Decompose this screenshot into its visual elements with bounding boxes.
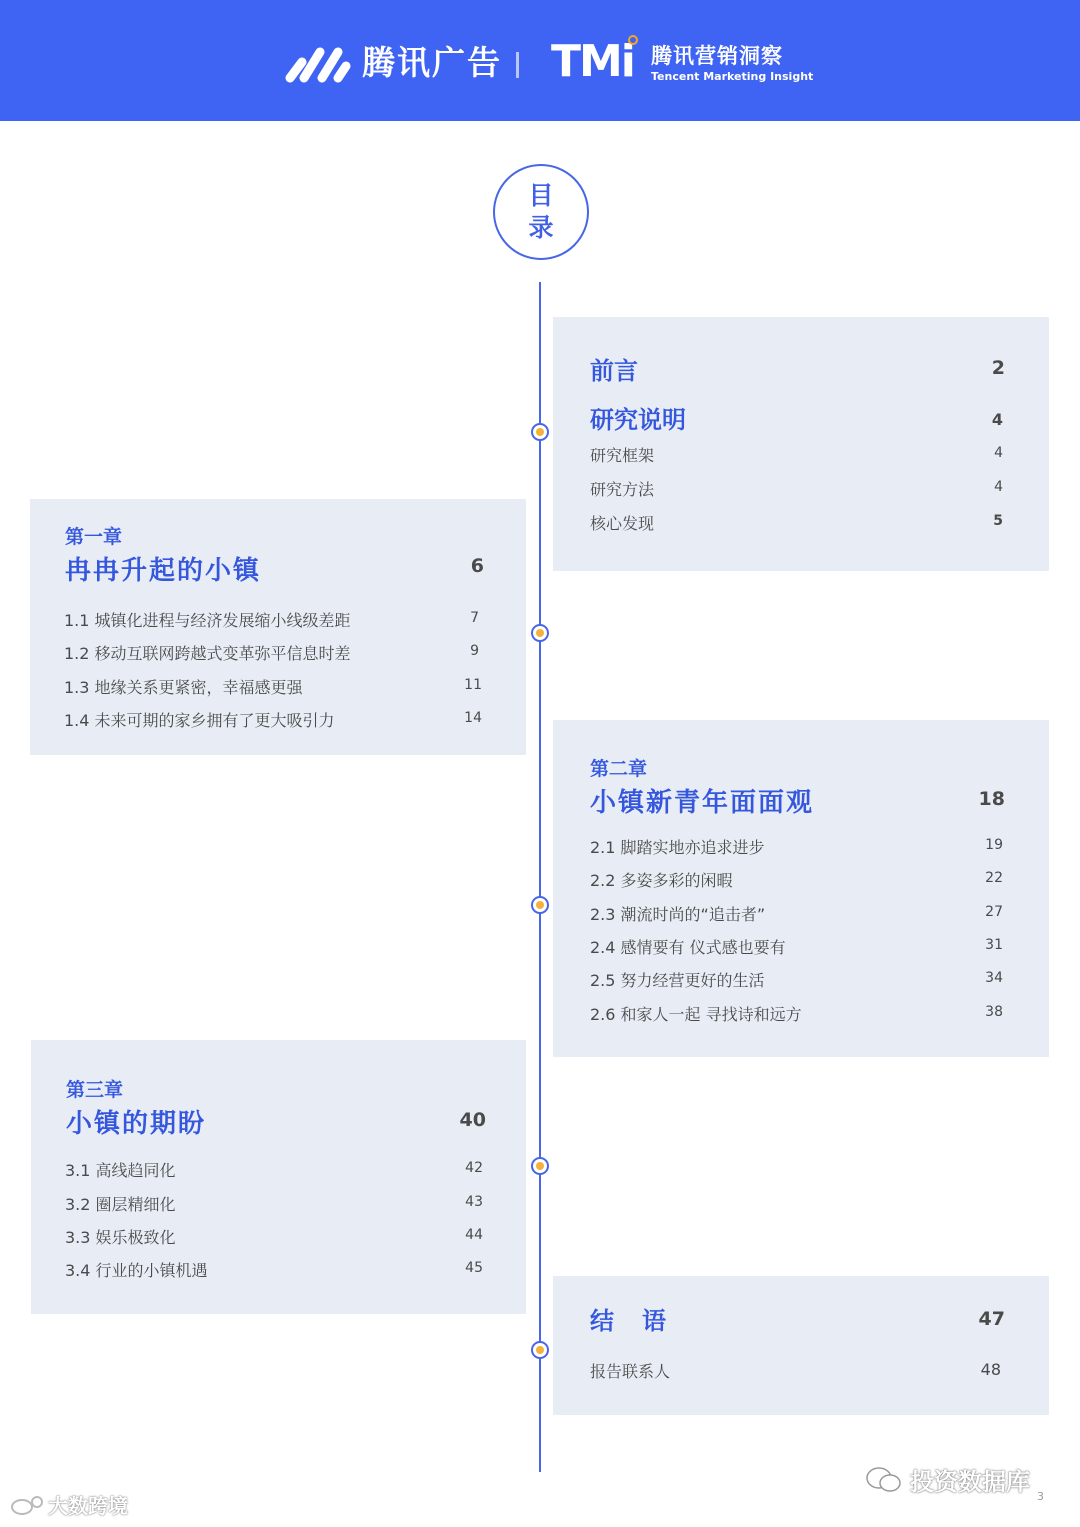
toc-item-page: 44 (465, 1227, 483, 1243)
toc-item[interactable]: 研究框架 (590, 446, 655, 465)
research-title[interactable]: 研究说明 (590, 406, 686, 434)
chapter2-title[interactable]: 小镇新青年面面观 (590, 788, 815, 818)
chapter1-card (30, 499, 526, 755)
conclusion-title[interactable]: 结 语 (590, 1307, 668, 1335)
preface-page: 2 (991, 357, 1005, 379)
toc-item[interactable]: 1.2 移动互联网跨越式变革弥平信息时差 (64, 644, 351, 663)
tmi-dot-icon (628, 35, 638, 45)
chapter3-title[interactable]: 小镇的期盼 (66, 1109, 207, 1139)
toc-item[interactable]: 核心发现 (590, 514, 655, 533)
conclusion-card (553, 1276, 1049, 1415)
toc-item[interactable]: 2.4 感情要有 仪式感也要有 (590, 938, 786, 957)
chapter3-label: 第三章 (66, 1079, 124, 1101)
toc-item[interactable]: 3.4 行业的小镇机遇 (65, 1261, 208, 1280)
toc-item[interactable]: 1.3 地缘关系更紧密，幸福感更强 (64, 678, 303, 697)
chapter3-card (31, 1040, 526, 1314)
toc-item-page: 9 (470, 643, 479, 659)
toc-item-page: 27 (985, 904, 1003, 920)
toc-item[interactable]: 2.3 潮流时尚的“追击者” (590, 905, 766, 924)
toc-item-page: 34 (985, 970, 1003, 986)
toc-item-page: 45 (465, 1260, 483, 1276)
preface-card (553, 317, 1049, 571)
conclusion-page: 47 (978, 1308, 1005, 1330)
toc-item-page: 4 (994, 479, 1003, 495)
toc-item-page: 7 (470, 610, 479, 626)
toc-item-page: 5 (993, 513, 1003, 529)
toc-item[interactable]: 2.6 和家人一起 寻找诗和远方 (590, 1005, 802, 1024)
header-bar (0, 0, 1080, 121)
toc-heading-char1: 目 (528, 181, 554, 210)
watermark-right: 投资数据库 (910, 1468, 1030, 1496)
toc-item[interactable]: 1.4 未来可期的家乡拥有了更大吸引力 (64, 711, 335, 730)
toc-item[interactable]: 2.1 脚踏实地亦追求进步 (590, 838, 765, 857)
timeline-dot (531, 1157, 549, 1175)
toc-item-page: 11 (464, 677, 482, 693)
tencent-ads-logo-icon (284, 44, 354, 84)
chapter1-label: 第一章 (65, 526, 123, 548)
chapter1-page: 6 (470, 555, 484, 577)
research-page: 4 (991, 410, 1003, 429)
toc-item-page: 22 (985, 870, 1003, 886)
toc-item-page: 14 (464, 710, 482, 726)
timeline-dot (531, 624, 549, 642)
toc-item-page: 42 (465, 1160, 483, 1176)
toc-item[interactable]: 1.1 城镇化进程与经济发展缩小线级差距 (64, 611, 351, 630)
toc-item-page: 4 (994, 445, 1003, 461)
timeline-dot (531, 1341, 549, 1359)
chapter1-title[interactable]: 冉冉升起的小镇 (65, 556, 262, 586)
toc-heading-char2: 录 (528, 213, 554, 242)
toc-item[interactable]: 3.1 高线趋同化 (65, 1161, 176, 1180)
header-divider (516, 52, 519, 78)
timeline-dot (531, 423, 549, 441)
tmi-brand-en: Tencent Marketing Insight (651, 70, 814, 83)
toc-item[interactable]: 研究方法 (590, 480, 655, 499)
toc-item[interactable]: 3.3 娱乐极致化 (65, 1228, 176, 1247)
timeline-line (539, 282, 541, 1472)
chapter2-card (553, 720, 1049, 1057)
toc-item-page: 38 (985, 1004, 1003, 1020)
watermark-left: 大数跨境 (48, 1494, 128, 1518)
toc-item[interactable]: 3.2 圈层精细化 (65, 1195, 176, 1214)
wechat-icon (864, 1466, 904, 1494)
toc-item-page: 19 (985, 837, 1003, 853)
chapter2-page: 18 (978, 788, 1005, 810)
weibo-icon (10, 1494, 46, 1516)
toc-item-page: 31 (985, 937, 1003, 953)
toc-item-page: 43 (465, 1194, 483, 1210)
tencent-ads-brand: 腾讯广告 (362, 43, 502, 82)
toc-heading (493, 164, 589, 260)
tmi-brand-cn: 腾讯营销洞察 (651, 44, 783, 68)
preface-title[interactable]: 前言 (590, 357, 638, 385)
toc-item[interactable]: 2.5 努力经营更好的生活 (590, 971, 765, 990)
toc-item[interactable]: 报告联系人 (590, 1362, 671, 1381)
chapter3-page: 40 (459, 1109, 486, 1131)
page-number: 3 (1037, 1490, 1044, 1503)
toc-item-page: 48 (980, 1360, 1001, 1379)
toc-item[interactable]: 2.2 多姿多彩的闲暇 (590, 871, 733, 890)
chapter2-label: 第二章 (590, 758, 648, 780)
tmi-logo-mark: TMi (551, 36, 634, 87)
timeline-dot (531, 896, 549, 914)
